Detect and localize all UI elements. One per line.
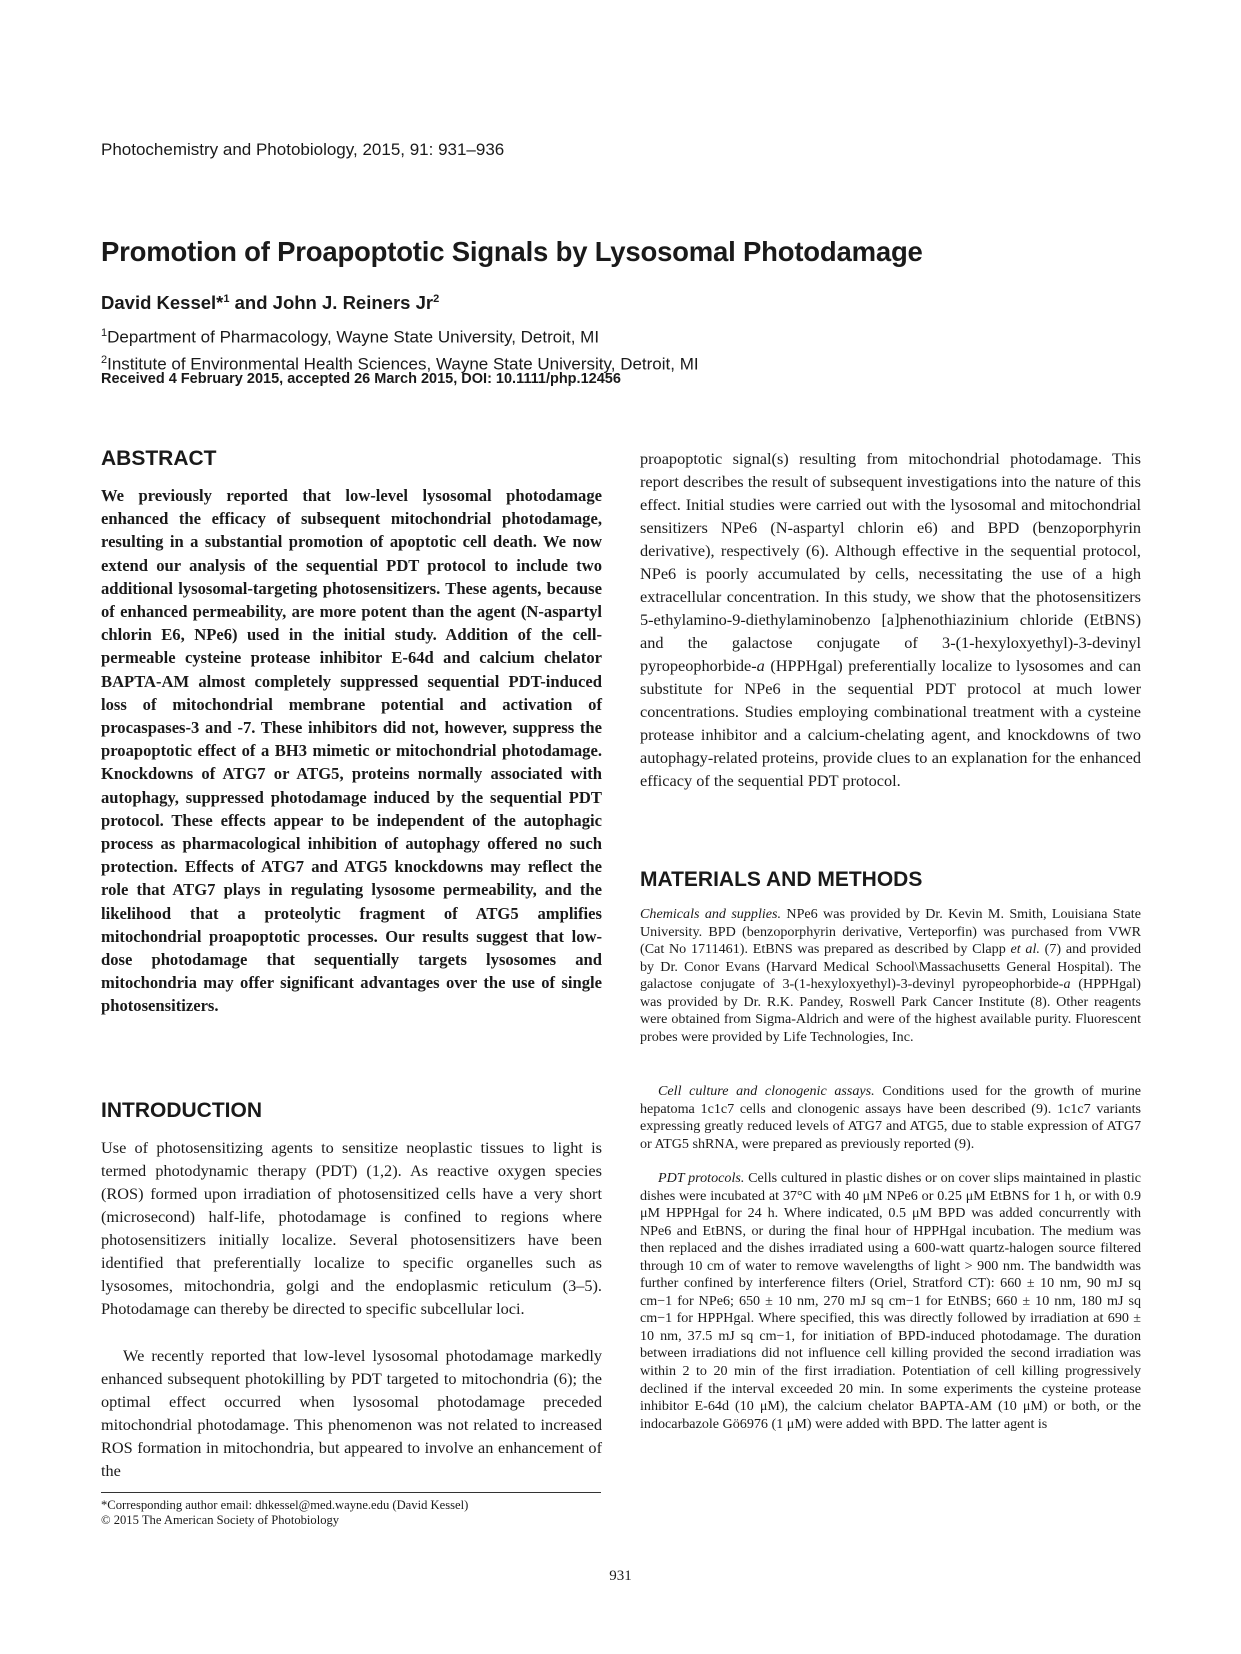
introduction-paragraph: Use of photosensitizing agents to sensitize neoplastic tissues to light is termed photodynamic therapy (PDT) (1,2). As reactive oxygen species (ROS) formed upon irradiation of photosensitized cells have a very short (microsecond) half-life, photodamage is confined to regions where photosensitizers initially localize. Several photosensitizers have been identified that preferentially localize to specific organelles such as lysosomes, mitochondria, golgi and the endoplasmic reticulum (3–5). Photodamage can thereby be directed to specific subcellular loci. <box>101 1138 602 1318</box>
footnote <box>101 1498 468 1528</box>
methods-chemicals-paragraph <box>640 906 1141 1046</box>
copyright-note: © 2015 The American Society of Photobiology <box>101 1513 340 1527</box>
methods-pdt-paragraph <box>640 1170 1141 1433</box>
italic-text: a <box>756 656 765 675</box>
text-run: (7) and provided by Dr. Conor Evans (Harvard Medical School\Massachusetts General Hospital). The galactose conjugate of 3-(1-hexyloxyethyl)-3-devinyl pyropeophorbide- <box>640 941 1142 993</box>
text-run: (HPPHgal) was provided by Dr. R.K. Pandey, Roswell Park Cancer Institute (8). Other reagents were obtained from Sigma-Aldrich and were of the highest available purity. Fluorescent probes were provided by Life Technologies, Inc. <box>640 976 1141 1045</box>
author-connector: and <box>229 292 273 313</box>
affiliation-marker: 1 <box>223 292 230 305</box>
affiliation-marker: 2 <box>433 292 440 305</box>
paragraph-lead: PDT protocols. <box>658 1170 745 1186</box>
affiliation-marker: 2 <box>101 353 108 366</box>
text-run: NPe6 was provided by Dr. Kevin M. Smith, Louisiana State University. BPD (benzoporphyrin derivative, Verteporfin) was purchased from VWR (Cat No 1711461). EtBNS was prepared as described by Clapp <box>640 906 1141 958</box>
italic-text: a <box>1063 976 1071 993</box>
text-run: Cells cultured in plastic dishes or on cover slips maintained in plastic dishes were incubated at 37°C with 40 μM NPe6 or 0.25 μM EtBNS for 1 h, or with 0.9 μM HPPHgal for 24 h. Where indicated, 0.5 μM BPD was added concurrently with NPe6 and EtBNS, or during the final hour of HPPHgal incubation. The medium was then replaced and the dishes irradiated using a 600-watt quartz-halogen source filtered through 10 cm of water to remove wavelengths of light > 900 nm. The bandwidth was further confined by interference filters (Oriel, Stratford CT): 660 ± 10 nm, 90 mJ sq cm−1 for NPe6; 650 ± 10 nm, 270 mJ sq cm−1 for EtNBS; 660 ± 10 nm, 180 mJ sq cm−1 for HPPHgal. Where specified, this was directly followed by irradiation at 690 ± 10 nm, 37.5 mJ sq cm−1, for initiation of BPD-induced photodamage. The duration between irradiations did not influence cell killing provided the second irradiation was within 2 to 20 min of the first irradiation. Potentiation of cell killing progressively declined if the interval exceeded 20 min. In some experiments the cysteine protease inhibitor E-64d (10 μM), the calcium chelator BAPTA-AM (10 μM) or both, or the indocarbazole Gö6976 (1 μM) were added with BPD. The latter agent is <box>640 1170 1142 1432</box>
paper-title: Promotion of Proapoptotic Signals by Lysosomal Photodamage <box>101 236 923 267</box>
affiliations <box>101 322 699 375</box>
paragraph-lead: Cell culture and clonogenic assays. <box>658 1083 875 1099</box>
author-name: David Kessel* <box>101 292 224 313</box>
affiliation-text: Department of Pharmacology, Wayne State University, Detroit, MI <box>107 327 600 347</box>
footnote-divider <box>101 1492 601 1493</box>
introduction-heading: INTRODUCTION <box>101 1099 262 1122</box>
author-list <box>101 292 439 314</box>
affiliation-text: Institute of Environmental Health Sciences, Wayne State University, Detroit, MI <box>107 354 699 374</box>
text-run: (HPPHgal) preferentially localize to lysosomes and can substitute for NPe6 in the sequential PDT protocol at much lower concentrations. Studies employing combinational treatment with a cysteine protease inhibitor and a calcium-chelating agent, and knockdowns of two autophagy-related proteins, provide clues to an explanation for the enhanced efficacy of the sequential PDT protocol. <box>640 656 1141 790</box>
abstract-heading: ABSTRACT <box>101 447 217 470</box>
abstract-text: We previously reported that low-level lysosomal photodamage enhanced the efficacy of subsequent mitochondrial photodamage, resulting in a substantial promotion of apoptotic cell death. We now extend our analysis of the sequential PDT protocol to include two additional lysosomal-targeting photosensitizers. These agents, because of enhanced permeability, are more potent than the agent (N-aspartyl chlorin E6, NPe6) used in the initial study. Addition of the cell-permeable cysteine protease inhibitor E-64d and calcium chelator BAPTA-AM almost completely suppressed sequential PDT-induced loss of mitochondrial membrane potential and activation of procaspases-3 and -7. These inhibitors did not, however, suppress the proapoptotic effect of a BH3 mimetic or mitochondrial photodamage. Knockdowns of ATG7 or ATG5, proteins normally associated with autophagy, suppressed photodamage induced by the sequential PDT protocol. These effects appear to be independent of the autophagic process as pharmacological inhibition of autophagy offered no such protection. Effects of ATG7 and ATG5 knockdowns may reflect the role that ATG7 plays in regulating lysosome permeability, and the likelihood that a proteolytic fragment of ATG5 amplifies mitochondrial proapoptotic processes. Our results suggest that low-dose photodamage that sequentially targets lysosomes and mitochondria may offer significant advantages over the use of single photosensitizers. <box>101 486 602 1016</box>
introduction-paragraph: We recently reported that low-level lysosomal photodamage markedly enhanced subsequent photokilling by PDT targeted to mitochondria (6); the optimal effect occurred when lysosomal photodamage preceded mitochondrial photodamage. This phenomenon was not related to increased ROS formation in mitochondria, but appeared to involve an enhancement of the <box>101 1346 602 1480</box>
text-run: proapoptotic signal(s) resulting from mitochondrial photodamage. This report describes the result of subsequent investigations into the nature of this effect. Initial studies were carried out with the lysosomal and mitochondrial sensitizers NPe6 (N-aspartyl chlorin e6) and BPD (benzoporphyrin derivative), respectively (6). Although effective in the sequential protocol, NPe6 is poorly accumulated by cells, necessitating the use of a high extracellular concentration. In this study, we show that the photosensitizers 5-ethylamino-9-diethylaminobenzo [a]phenothiazinium chloride (EtBNS) and the galactose conjugate of 3-(1-hexyloxyethyl)-3-devinyl pyropeophorbide- <box>640 449 1141 675</box>
corresponding-author-note: *Corresponding author email: dhkessel@med.wayne.edu (David Kessel) <box>101 1498 469 1512</box>
received-doi-line: Received 4 February 2015, accepted 26 March 2015, DOI: 10.1111/php.12456 <box>101 371 621 387</box>
page-number: 931 <box>609 1568 632 1584</box>
affiliation-line <box>101 322 699 349</box>
methods-heading: MATERIALS AND METHODS <box>640 868 923 891</box>
journal-citation: Photochemistry and Photobiology, 2015, 91: 931–936 <box>101 140 505 159</box>
introduction-continued-paragraph <box>640 447 1141 792</box>
italic-text: et al. <box>1010 941 1040 958</box>
text-run: Conditions used for the growth of murine hepatoma 1c1c7 cells and clonogenic assays have been described (9). 1c1c7 variants expressing greatly reduced levels of ATG7 and ATG5, due to stable expression of ATG7 or ATG5 shRNA, were prepared as previously reported (9). <box>640 1083 1141 1152</box>
paragraph-lead: Chemicals and supplies. <box>640 906 782 922</box>
methods-culture-paragraph <box>640 1083 1141 1153</box>
author-name: John J. Reiners Jr <box>272 292 434 313</box>
affiliation-marker: 1 <box>101 327 108 339</box>
